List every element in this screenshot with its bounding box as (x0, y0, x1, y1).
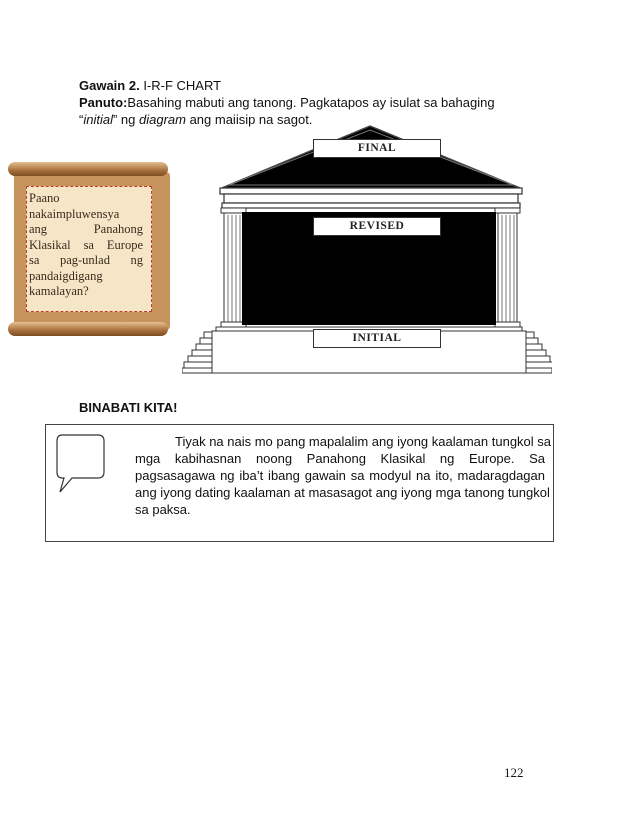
final-label: FINAL (313, 139, 441, 158)
entablature-bottom (222, 203, 520, 208)
speech-bubble-icon (54, 432, 108, 496)
scroll-bottom-roll (8, 322, 168, 336)
revised-label: REVISED (313, 217, 441, 236)
instruction-line-1: Panuto:Basahing mabuti ang tanong. Pagkatapos ay isulat sa bahaging (79, 95, 495, 110)
initial-label: INITIAL (313, 329, 441, 348)
closing-paragraph: Tiyak na nais mo pang mapalalim ang iyong kaalaman tungkol sa mga kabihasnan noong Panahong Klasikal ng Europe. Sa pagsasagawa ng iba’t ibang gawain sa modyul na ito, madaragdagan ang iyong dating kaalaman at masasagot ang iyong mga tanong tungkol sa paksa. (135, 434, 552, 517)
instruction-line-2: “initial” ng diagram ang maiisip na sagot. (79, 112, 313, 127)
entablature-middle (224, 194, 518, 203)
page-number: 122 (504, 765, 524, 780)
scroll-top-roll (8, 162, 168, 176)
entablature-top (220, 188, 522, 194)
right-column-base (495, 322, 520, 327)
left-stairs (182, 332, 212, 373)
right-stairs (526, 332, 552, 373)
closing-heading: BINABATI KITA! (79, 400, 178, 415)
activity-title: Gawain 2. I-R-F CHART (79, 78, 222, 93)
scroll-question: Paano nakaimpluwensya ang Panahong Klasikal sa Europe sa pag-unlad ng pandaigdigang kamalayan? (29, 191, 143, 298)
right-column-capital (495, 208, 520, 213)
